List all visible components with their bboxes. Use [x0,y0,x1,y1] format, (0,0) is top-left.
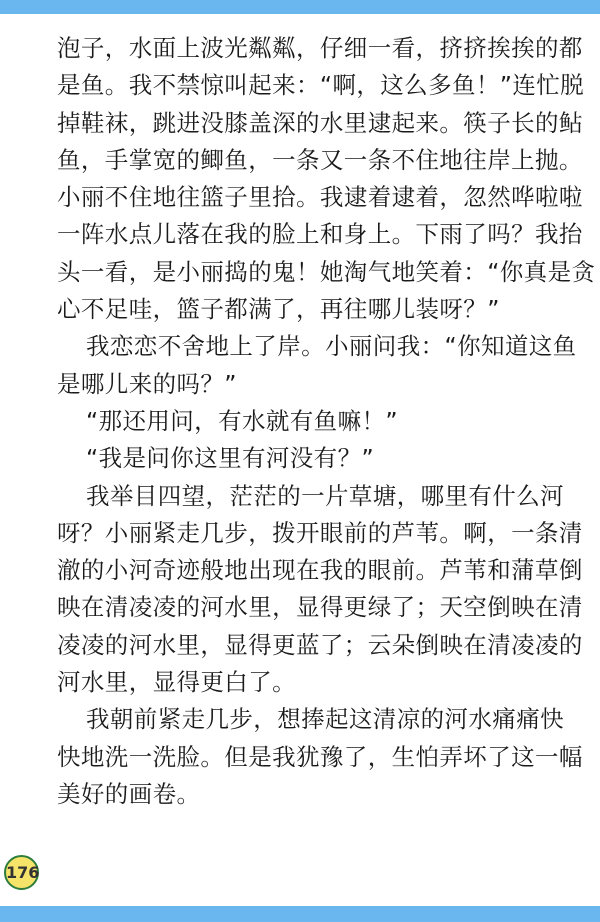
text-line: 呀？小丽紧走几步，拨开眼前的芦苇。啊，一条清 [57,518,583,547]
text-line: 映在清凌凌的河水里，显得更绿了；天空倒映在清 [57,593,583,622]
text-line: 掉鞋袜，跳进没膝盖深的水里逮起来。筷子长的鲇 [57,108,583,137]
text-body [57,30,596,813]
paragraph-start-line: “我是问你这里有河没有？” [86,444,375,473]
text-line: 鱼，手掌宽的鲫鱼，一条又一条不住地往岸上抛。 [57,145,583,174]
text-line: 是哪儿来的吗？” [57,369,237,398]
paragraph-start-line: “那还用问，有水就有鱼嘛！” [86,406,398,435]
top-color-bar [0,0,600,14]
text-line: 是鱼。我不禁惊叫起来：“啊，这么多鱼！”连忙脱 [57,71,585,100]
page-number-badge: 176 [4,855,39,890]
text-line: 一阵水点儿落在我的脸上和身上。下雨了吗？我抬 [57,220,583,249]
paragraph-start-line: 我朝前紧走几步，想捧起这清凉的河水痛痛快 [86,705,564,734]
text-line: 澈的小河奇迹般地出现在我的眼前。芦苇和蒲草倒 [57,556,583,585]
paragraph-start-line: 我恋恋不舍地上了岸。小丽问我：“你知道这鱼 [86,332,577,361]
text-line: 泡子，水面上波光粼粼，仔细一看，挤挤挨挨的都 [57,34,583,62]
text-line: 快地洗一洗脸。但是我犹豫了，生怕弄坏了这一幅 [57,742,583,771]
paragraph-start-line: 我举目四望，茫茫的一片草塘，哪里有什么河 [86,481,564,510]
text-line: 凌凌的河水里，显得更蓝了；云朵倒映在清凌凌的 [57,630,583,659]
text-line: 美好的画卷。 [57,779,201,808]
text-line: 头一看，是小丽捣的鬼！她淘气地笑着：“你真是贪 [57,257,596,286]
bottom-color-bar [0,906,600,922]
text-line: 心不足哇，篮子都满了，再往哪儿装呀？” [57,295,500,324]
text-line: 河水里，显得更白了。 [57,668,296,697]
text-line: 小丽不住地往篮子里拾。我逮着逮着，忽然哗啦啦 [57,183,583,212]
